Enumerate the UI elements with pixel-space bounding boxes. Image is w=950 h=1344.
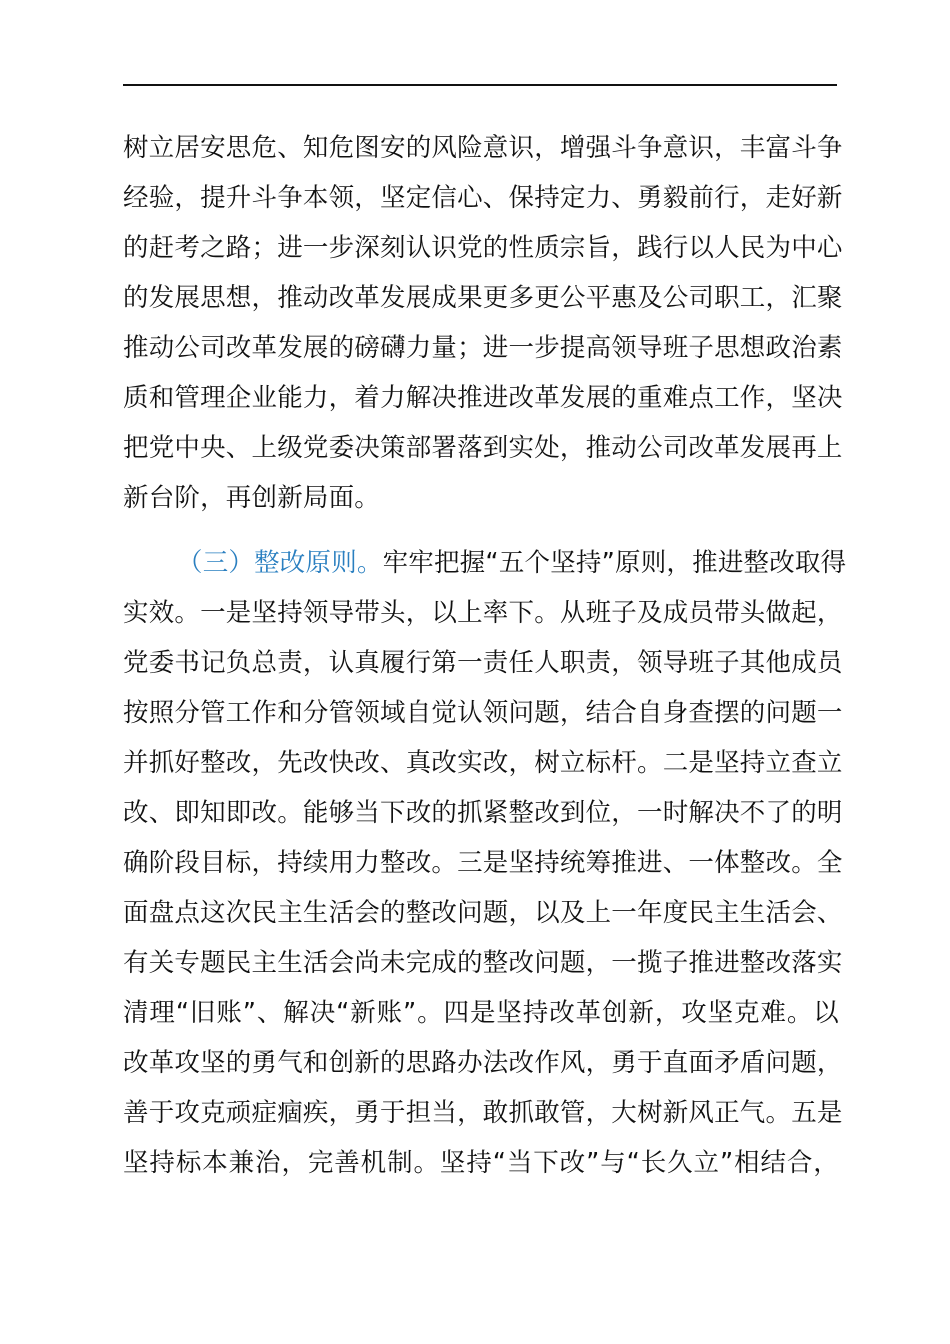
paragraph-1-line: 树立居安思危、知危图安的风险意识，增强斗争意识，丰富斗争 xyxy=(123,133,843,163)
section-3-line: 改革攻坚的勇气和创新的思路办法改作风，勇于直面矛盾问题， xyxy=(123,1048,843,1078)
section-3-line: 改、即知即改。能够当下改的抓紧整改到位，一时解决不了的明 xyxy=(123,798,843,828)
paragraph-1-line: 推动公司改革发展的磅礴力量；进一步提高领导班子思想政治素 xyxy=(123,333,843,363)
header-rule xyxy=(123,84,837,86)
section-3-line: 面盘点这次民主生活会的整改问题，以及上一年度民主生活会、 xyxy=(123,898,843,928)
paragraph-1-line: 的发展思想，推动改革发展成果更多更公平惠及公司职工，汇聚 xyxy=(123,283,843,313)
section-3-line: 并抓好整改，先改快改、真改实改，树立标杆。二是坚持立查立 xyxy=(123,748,843,778)
section-3-line: 确阶段目标，持续用力整改。三是坚持统筹推进、一体整改。全 xyxy=(123,848,843,878)
section-3-line: 按照分管工作和分管领域自觉认领问题，结合自身查摆的问题一 xyxy=(123,698,843,728)
section-3-heading: （三）整改原则。 xyxy=(177,548,383,578)
section-3-line: 善于攻克顽症痼疾，勇于担当，敢抓敢管，大树新风正气。五是 xyxy=(123,1098,843,1128)
paragraph-1-line: 质和管理企业能力，着力解决推进改革发展的重难点工作，坚决 xyxy=(123,383,843,413)
section-3-first-line xyxy=(177,538,847,588)
paragraph-1-line: 新台阶，再创新局面。 xyxy=(123,483,381,513)
section-3-first-line-text: 牢牢把握“五个坚持”原则，推进整改取得 xyxy=(382,548,847,578)
section-3-line: 党委书记负总责，认真履行第一责任人职责，领导班子其他成员 xyxy=(123,648,843,678)
paragraph-1-line: 的赶考之路；进一步深刻认识党的性质宗旨，践行以人民为中心 xyxy=(123,233,843,263)
paragraph-1-line: 把党中央、上级党委决策部署落到实处，推动公司改革发展再上 xyxy=(123,433,843,463)
paragraph-1-line: 经验，提升斗争本领，坚定信心、保持定力、勇毅前行，走好新 xyxy=(123,183,843,213)
section-3-line: 实效。一是坚持领导带头，以上率下。从班子及成员带头做起， xyxy=(123,598,843,628)
section-3-line: 清理“旧账”、解决“新账”。四是坚持改革创新，攻坚克难。以 xyxy=(123,998,839,1028)
section-3-line: 坚持标本兼治，完善机制。坚持“当下改”与“长久立”相结合， xyxy=(123,1148,839,1178)
section-3-line: 有关专题民主生活会尚未完成的整改问题，一揽子推进整改落实 xyxy=(123,948,843,978)
